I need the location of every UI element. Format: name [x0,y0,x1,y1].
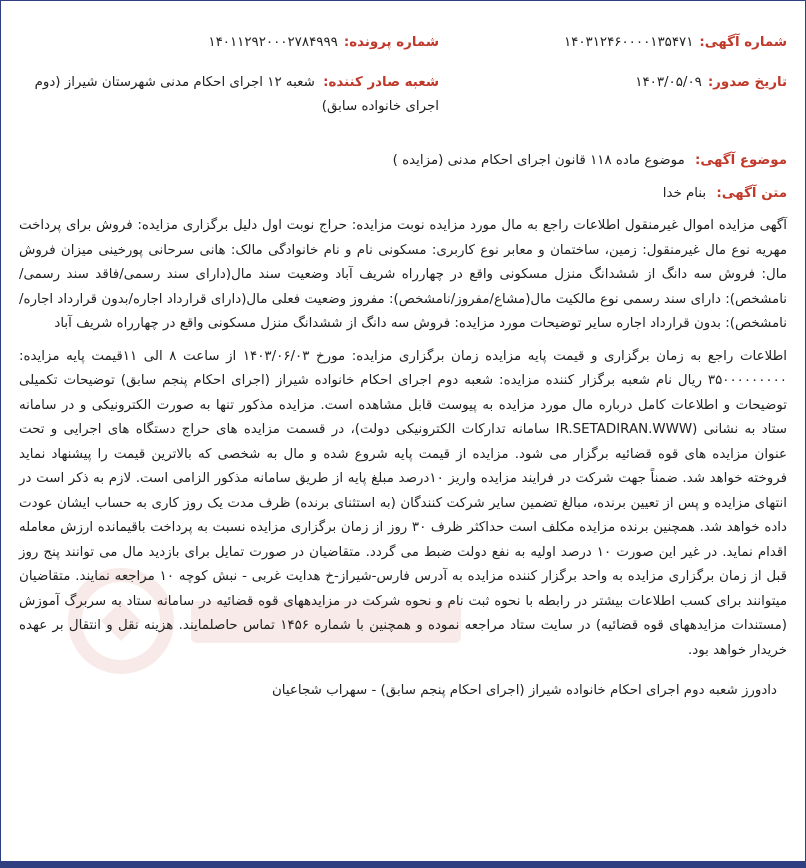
subject-value: موضوع ماده ۱۱۸ قانون اجرای احکام مدنی (مزایده ) [392,153,685,168]
issue-date-value: ۱۴۰۳/۰۵/۰۹ [635,75,702,90]
notice-number-label: شماره آگهی: [699,35,787,50]
notice-number [564,31,787,56]
signature: دادورز شعبه دوم اجرای احکام خانواده شیراز (اجرای احکام پنجم سابق) - سهراب شجاعیان [271,683,777,698]
issuer-value: شعبه ۱۲ اجرای احکام مدنی شهرستان شیراز (دوم اجرای خانواده سابق) [34,75,439,114]
body-intro-row [19,182,787,207]
property-info-paragraph: آگهی مزایده اموال غیرمنقول اطلاعات راجع به مال مورد مزایده نوبت مزایده: حراج نوبت اول دلیل برگزاری مزایده: فروش برای پرداخت مهریه نوع مال غیرمنقول: زمین، ساختمان و معابر نوع کاربری: مسکونی نام و نام خانوادگی مالک: هانی سرحانی پورخینی میزان فروش مال: فروش سه دانگ از ششدانگ منزل مسکونی واقع در چهارراه شریف آباد وضعیت سند مال(دارای سند رسمی/فاقد سند رسمی/نامشخص): دارای سند رسمی نوع مالکیت مال(مشاع/مفروز/نامشخص): مفروز وضعیت فعلی مال(دارای قرارداد اجاره/بدون قرارداد اجاره/نامشخص): بدون قرارداد اجاره سایر توضیحات مورد مزایده: فروش سه دانگ از ششدانگ منزل مسکونی واقع در چهارراه شریف آباد [19,218,787,331]
auction-info-paragraph: اطلاعات راجع به زمان برگزاری و قیمت پایه مزایده زمان برگزاری مزایده: مورخ ۱۴۰۳/۰۶/۰۳ از ساعت ۸ الی ۱۱قیمت پایه مزایده: ۳۵۰۰۰۰۰۰۰۰۰ ریال نام شعبه برگزار کننده مزایده: شعبه دوم اجرای احکام خانواده شیراز (اجرای احکام پنجم سابق) توضیحات تکمیلی توضیحات و اطلاعات کامل درباره مال مورد مزایده به پیوست قابل مشاهده است. مزایده مذکور تنها به صورت الکترونیکی و در سامانه ستاد به نشانی (IR.SETADIRAN.WWW سامانه تدارکات الکترونیکی دولت)، در قسمت مزایده های حراج دستگاه های اجرایی و تحت عنوان مزایده های قوه قضائیه برگزار می شود. مزایده از قیمت پایه شروع شده و مال به شخصی که بالاترین قیمت را پیشنهاد نماید فروخته خواهد شد. ضمناً جهت شرکت در فرایند مزایده واریز ۱۰درصد مبلغ پایه از طریق سامانه مذکور الزامی است. لازم به ذکر است در انتهای مزایده و پس از تعیین برنده، مبالغ تضمین سایر شرکت کنندگان (به استثنای برنده) ظرف مدت یک روز کاری به حساب ایشان عودت داده خواهد شد. همچنین برنده مزایده مکلف است حداکثر ظرف ۳۰ روز از زمان برگزاری مزایده نسبت به پرداخت باقیمانده ارزش معامله اقدام نماید. در غیر این صورت ۱۰ درصد اولیه به نفع دولت ضبط می گردد. متقاضیان در صورت تمایل برای بازدید مال می توانند پنج روز قبل از زمان برگزاری مزایده به واحد برگزار کننده مزایده به آدرس فارس-شیراز-خ هدایت غربی - نبش کوچه ۱۰ مراجعه نمایند. متقاضیان میتوانند برای کسب اطلاعات بیشتر در رابطه با نحوه ثبت نام و نحوه شرکت در مزایدههای قوه قضائیه در سامانه ستاد به سربرگ آموزش (مستندات مزایدههای قوه قضائیه) در سایت ستاد مراجعه نموده و همچنین با شماره ۱۴۵۶ تماس حاصلمایند. هزینه نقل و انتقال بر عهده خریدار خواهد بود. [19,348,787,658]
body-intro-value: بنام خدا [662,185,707,201]
meta-row-2 [19,71,787,129]
case-number [19,31,439,56]
subject-label: موضوع آگهی: [695,153,787,168]
notice-number-value: ۱۴۰۳۱۲۴۶۰۰۰۰۱۳۵۴۷۱ [563,35,694,50]
issue-date [635,71,787,96]
bottom-band [1,861,805,867]
issuer-label: شعبه صادر کننده: [323,75,439,90]
case-number-value: ۱۴۰۱۱۲۹۲۰۰۰۲۷۸۴۹۹۹ [208,35,338,50]
issue-date-label: تاریخ صدور: [707,75,787,90]
notice-content [19,31,787,704]
issuer [19,71,439,119]
subject-row [19,149,787,174]
case-number-label: شماره پرونده: [343,35,439,50]
meta-row-1 [19,31,787,71]
body-intro-label: متن آگهی: [716,185,787,201]
